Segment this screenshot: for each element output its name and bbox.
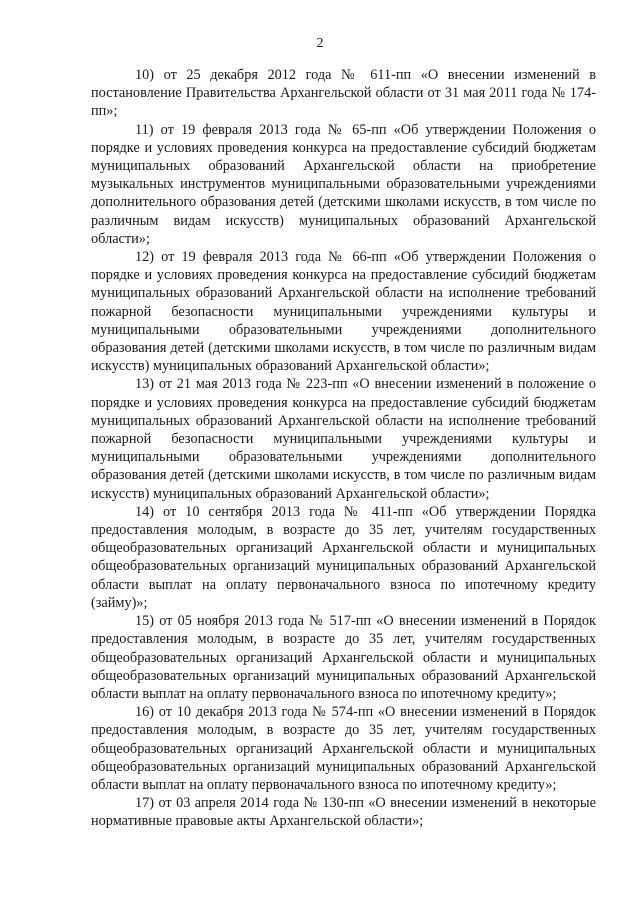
list-item-15: 15) от 05 ноября 2013 года № 517-пп «О внесении изменений в Порядок предоставления молодым, в возрасте до 35 лет, учителям государственных общеобразовательных организаций Архангельской области и муниципальных общеобразовательных организаций муниципальных образований Архангельской области выплат на оплату первоначального взноса по ипотечному кредиту»; (91, 613, 596, 702)
list-item-12: 12) от 19 февраля 2013 года № 66-пп «Об утверждении Положения о порядке и условиях проведения конкурса на предоставление субсидий бюджетам муниципальных образований Архангельской области на исполнение требований пожарной безопасности муниципальными учреждениями культуры и муниципальными образовательными учреждениями дополнительного образования детей (детскими школами искусств, в том числе по различным видам искусств) муниципальных образований Архангельской области»; (91, 249, 596, 375)
list-item-11: 11) от 19 февраля 2013 года № 65-пп «Об утверждении Положения о порядке и условиях проведения конкурса на предоставление субсидий бюджетам муниципальных образований Архангельской области на приобретение музыкальных инструментов муниципальными образовательными учреждениями дополнительного образования детей (детскими школами искусств, в том числе по различным видам искусств) муниципальных образований Архангельской области»; (91, 121, 596, 247)
list-item-14: 14) от 10 сентября 2013 года № 411-пп «Об утверждении Порядка предоставления молодым, в возрасте до 35 лет, учителям государственных общеобразовательных организаций Архангельской области и муниципальных общеобразовательных организаций муниципальных образований Архангельской области выплат на оплату первоначального взноса по ипотечному кредиту (займу)»; (91, 503, 596, 611)
document-body (91, 66, 596, 831)
page-number: 2 (316, 36, 324, 51)
list-item-16: 16) от 10 декабря 2013 года № 574-пп «О внесении изменений в Порядок предоставления молодым, в возрасте до 35 лет, учителям государственных общеобразовательных организаций Архангельской области и муниципальных общеобразовательных организаций муниципальных образований Архангельской области выплат на оплату первоначального взноса по ипотечному кредиту»; (91, 704, 596, 793)
list-item-17: 17) от 03 апреля 2014 года № 130-пп «О внесении изменений в некоторые нормативные правовые акты Архангельской области»; (91, 795, 596, 830)
list-item-13: 13) от 21 мая 2013 года № 223-пп «О внесении изменений в положение о порядке и условиях проведения конкурса на предоставление субсидий бюджетам муниципальных образований Архангельской области на исполнение требований пожарной безопасности муниципальными учреждениями культуры и муниципальными образовательными учреждениями дополнительного образования детей (детскими школами искусств, в том числе по различным видам искусств) муниципальных образований Архангельской области»; (91, 376, 596, 502)
list-item-10: 10) от 25 декабря 2012 года № 611-пп «О внесении изменений в постановление Правительства Архангельской области от 31 мая 2011 года № 174-пп»; (91, 67, 596, 120)
